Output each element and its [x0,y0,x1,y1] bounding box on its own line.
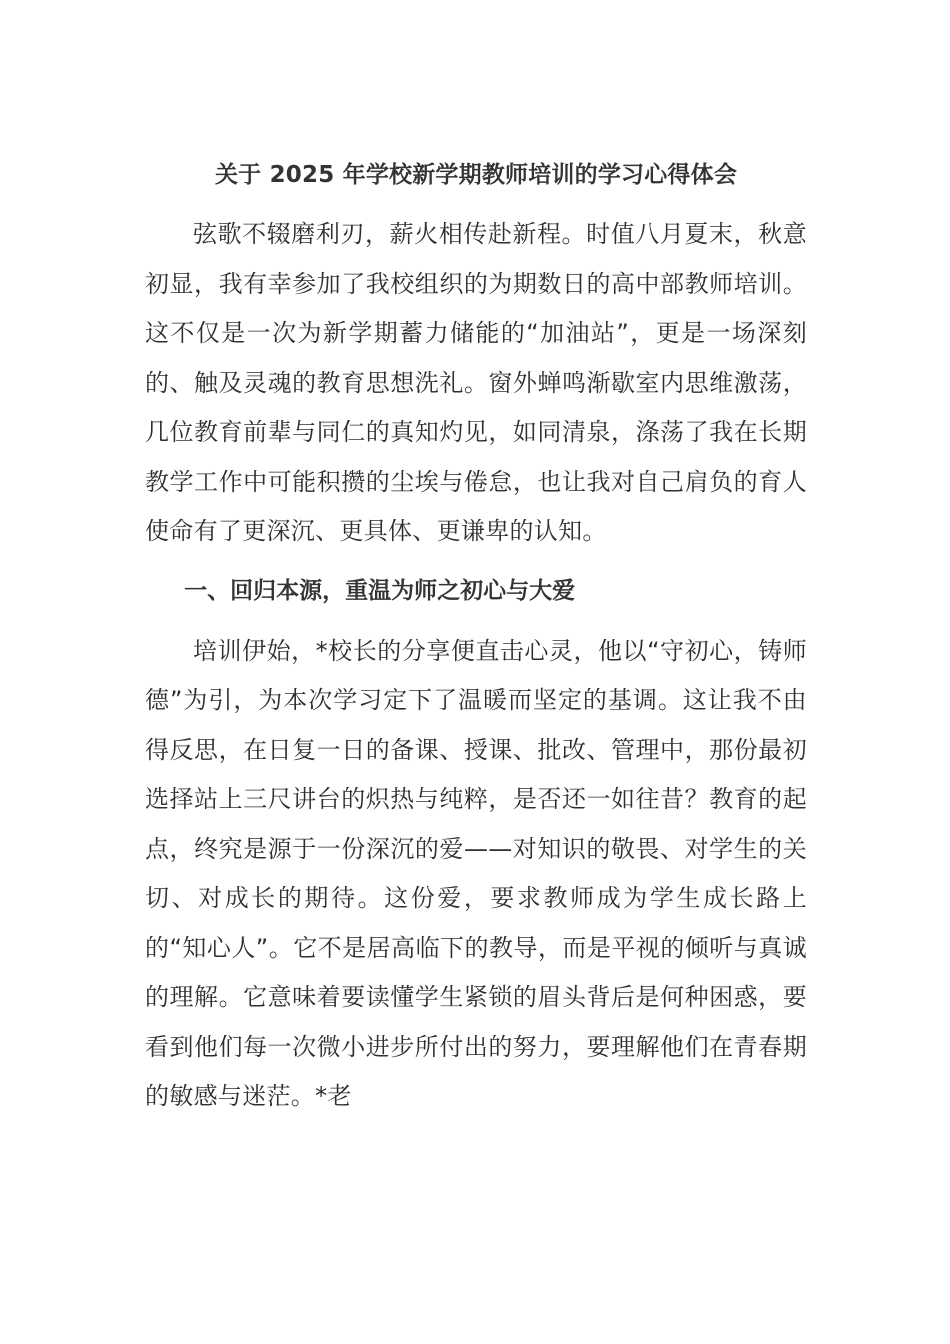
body-paragraph: 培训伊始，*校长的分享便直击心灵，他以“守初心，铸师德”为引，为本次学习定下了温暖而坚定的基调。这让我不由得反思，在日复一日的备课、授课、批改、管理中，那份最初选择站上三尺讲台的炽热与纯粹，是否还一如往昔？教育的起点，终究是源于一份深沉的爱——对知识的敬畏、对学生的关切、对成长的期待。这份爱，要求教师成为学生成长路上的“知心人”。它不是居高临下的教导，而是平视的倾听与真诚的理解。它意味着要读懂学生紧锁的眉头背后是何种困惑，要看到他们每一次微小进步所付出的努力，要理解他们在青春期的敏感与迷茫。*老 [145,636,807,1110]
section-heading: 一、回归本源，重温为师之初心与大爱 [184,577,576,604]
document-body [145,152,807,1122]
intro-paragraph: 弦歌不辍磨利刃，薪火相传赴新程。时值八月夏末，秋意初显，我有幸参加了我校组织的为期数日的高中部教师培训。这不仅是一次为新学期蓄力储能的“加油站”，更是一场深刻的、触及灵魂的教育思想洗礼。窗外蝉鸣渐歇室内思维激荡，几位教育前辈与同仁的真知灼见，如同清泉，涤荡了我在长期教学工作中可能积攒的尘埃与倦怠，也让我对自己肩负的育人使命有了更深沉、更具体、更谦卑的认知。 [145,220,807,545]
document-title: 关于 2025 年学校新学期教师培训的学习心得体会 [214,162,738,188]
